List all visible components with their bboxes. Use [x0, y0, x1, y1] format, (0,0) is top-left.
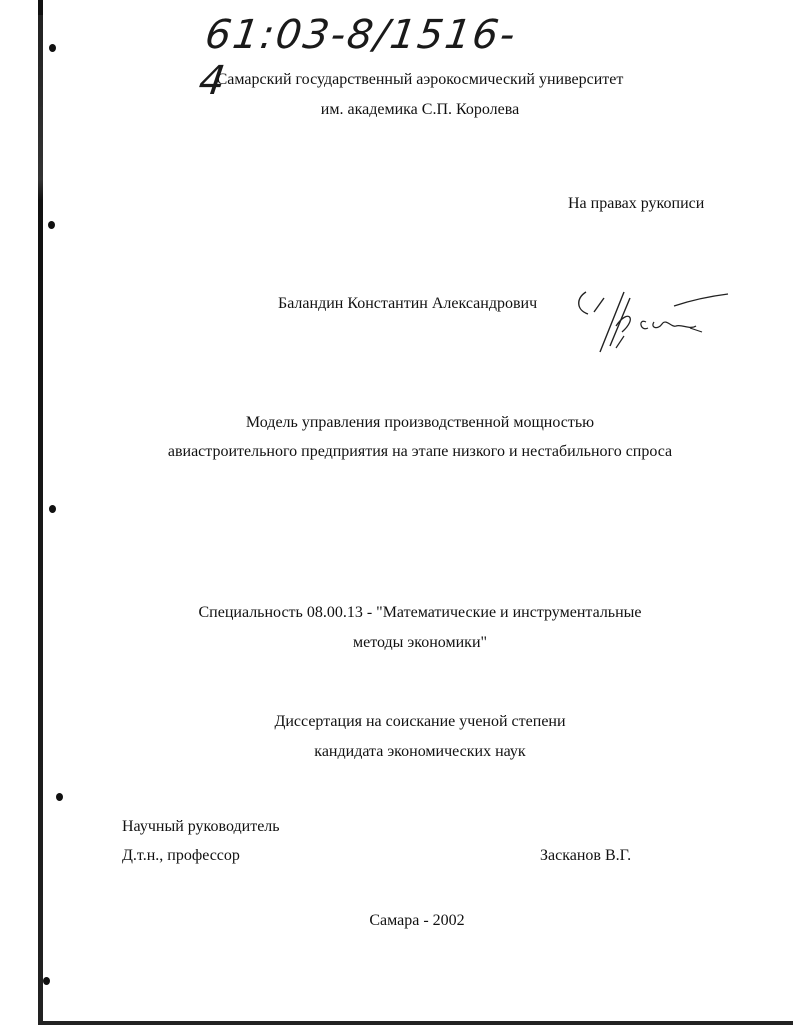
thesis-title-line1: Модель управления производственной мощностью — [245, 414, 595, 431]
supervisor-title: Д.т.н., профессор — [122, 847, 240, 864]
scan-bottom-edge — [38, 1021, 793, 1025]
university-named-after: им. академика С.П. Королева — [320, 101, 520, 118]
binding-hole-mark — [49, 505, 56, 513]
degree-line1: Диссертация на соискание ученой степени — [274, 713, 566, 730]
specialty-line2: методы экономики" — [352, 634, 488, 651]
archive-stamp: 61:03-8/1516-4 — [195, 12, 520, 104]
specialty-line1: Специальность 08.00.13 - "Математические и инструментальные — [198, 604, 642, 621]
scan-left-edge — [38, 0, 43, 1025]
binding-hole-mark — [43, 977, 50, 985]
supervisor-name: Засканов В.Г. — [540, 847, 632, 864]
binding-hole-mark — [56, 793, 63, 801]
author-name: Баландин Константин Александрович — [278, 295, 538, 312]
degree-line2: кандидата экономических наук — [314, 743, 526, 760]
author-signature — [572, 288, 732, 358]
university-name: Самарский государственный аэрокосмический университет — [216, 71, 624, 88]
city-year: Самара - 2002 — [369, 912, 465, 929]
rights-note: На правах рукописи — [568, 195, 705, 212]
supervisor-role: Научный руководитель — [122, 818, 280, 835]
binding-hole-mark — [48, 221, 55, 229]
thesis-title-line2: авиастроительного предприятия на этапе низкого и нестабильного спроса — [167, 443, 673, 460]
binding-hole-mark — [49, 44, 56, 52]
